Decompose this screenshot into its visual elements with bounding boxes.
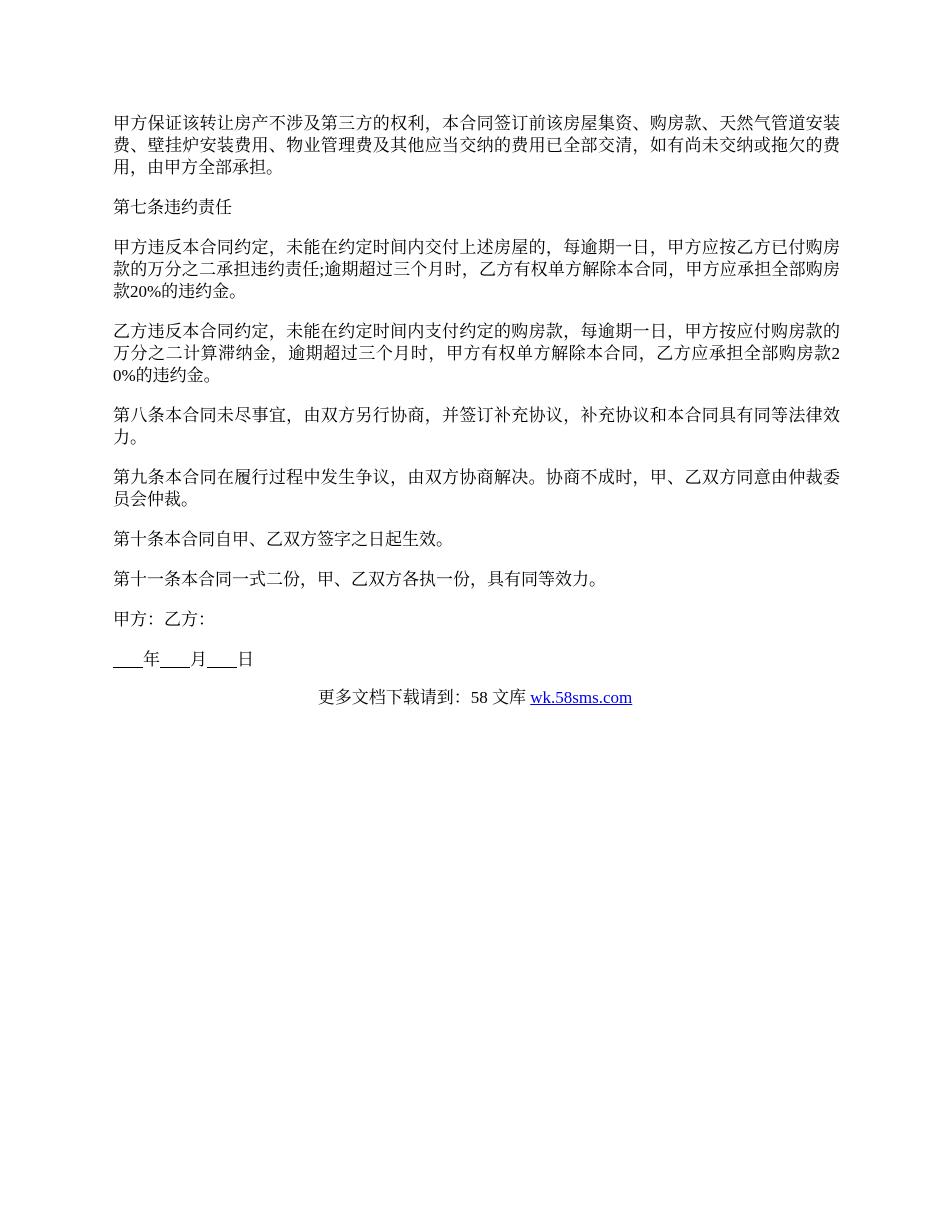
paragraph-article-10: 第十条本合同自甲、乙双方签字之日起生效。 [113, 530, 453, 549]
paragraph-article-9: 第九条本合同在履行过程中发生争议，由双方协商解决。协商不成时，甲、乙双方同意由仲裁委员会仲裁。 [113, 468, 840, 509]
footer [0, 687, 950, 709]
document-body [113, 113, 840, 689]
signature-parties: 甲方：乙方： [113, 610, 215, 629]
paragraph-article-8: 第八条本合同未尽事宜，由双方另行协商，并签订补充协议，补充协议和本合同具有同等法律效力。 [113, 406, 840, 447]
paragraph-article-11: 第十一条本合同一式二份，甲、乙双方各执一份，具有同等效力。 [113, 570, 606, 589]
paragraph-property-guarantee: 甲方保证该转让房产不涉及第三方的权利，本合同签订前该房屋集资、购房款、天然气管道安装费、壁挂炉安装费用、物业管理费及其他应当交纳的费用已全部交清，如有尚未交纳或拖欠的费用，由甲方全部承担。 [113, 114, 840, 177]
year-label: 年 [143, 650, 160, 669]
paragraph-party-a-breach: 甲方违反本合同约定，未能在约定时间内交付上述房屋的，每逾期一日，甲方应按乙方已付购房款的万分之二承担违约责任;逾期超过三个月时，乙方有权单方解除本合同，甲方应承担全部购房款20%的违约金。 [113, 238, 840, 301]
day-blank [207, 650, 237, 668]
paragraph-party-b-breach: 乙方违反本合同约定，未能在约定时间内支付约定的购房款，每逾期一日，甲方按应付购房款的万分之二计算滞纳金，逾期超过三个月时，甲方有权单方解除本合同，乙方应承担全部购房款20%的违约金。 [113, 322, 840, 385]
date-line [113, 649, 840, 671]
heading-article-7: 第七条违约责任 [113, 198, 232, 217]
footer-link[interactable]: wk.58sms.com [530, 688, 633, 707]
month-label: 月 [190, 650, 207, 669]
year-blank [113, 650, 143, 668]
day-label: 日 [237, 650, 254, 669]
month-blank [160, 650, 190, 668]
footer-text: 更多文档下载请到：58 文库 [317, 688, 531, 707]
